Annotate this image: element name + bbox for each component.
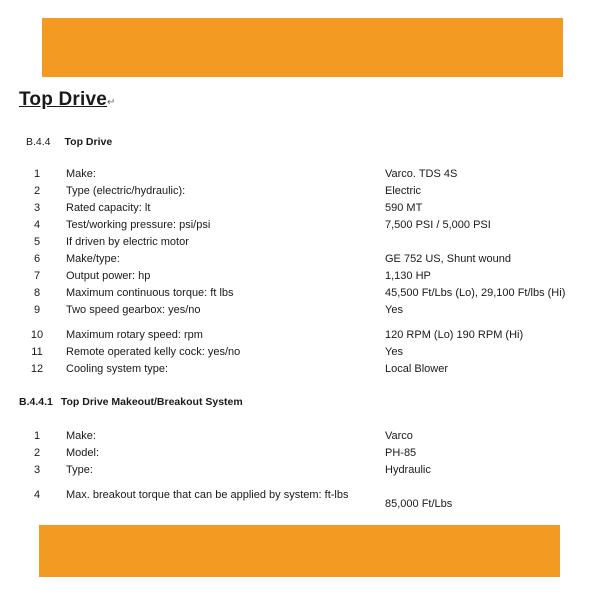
spec-row: 1 Make: Varco bbox=[33, 430, 413, 442]
spec-row: 9 Two speed gearbox: yes/no Yes bbox=[33, 304, 403, 316]
page-title: Top Drive bbox=[19, 89, 108, 110]
spec-row: 2 Model: PH-85 bbox=[33, 447, 417, 459]
orange-footer-bar bbox=[39, 525, 560, 577]
spec-row: 4 Max. breakout torque that can be applied by system: ft-lbs 85,000 Ft/Lbs bbox=[33, 489, 453, 510]
spec-row: 8 Maximum continuous torque: ft lbs 45,500 Ft/Lbs (Lo), 29,100 Ft/lbs (Hi) bbox=[33, 287, 566, 299]
section-heading-top-drive bbox=[26, 136, 112, 148]
spec-row: 1 Make: Varco. TDS 4S bbox=[33, 168, 458, 180]
spec-row: 10 Maximum rotary speed: rpm 120 RPM (Lo) 190 RPM (Hi) bbox=[30, 329, 524, 341]
spec-row: 3 Type: Hydraulic bbox=[33, 464, 431, 476]
spec-row: 4 Test/working pressure: psi/psi 7,500 PSI / 5,000 PSI bbox=[33, 219, 491, 231]
section-heading-makeout-breakout bbox=[19, 396, 243, 408]
paragraph-mark-icon: ↵ bbox=[107, 97, 116, 108]
spec-row: 7 Output power: hp 1,130 HP bbox=[33, 270, 431, 282]
section-title: Top Drive bbox=[64, 136, 113, 148]
spec-row: 12 Cooling system type: Local Blower bbox=[30, 363, 448, 375]
orange-header-bar bbox=[42, 18, 563, 77]
spec-row: 2 Type (electric/hydraulic): Electric bbox=[33, 185, 422, 197]
section-title: Top Drive Makeout/Breakout System bbox=[60, 396, 243, 408]
spec-row: 6 Make/type: GE 752 US, Shunt wound bbox=[33, 253, 511, 265]
section-number: B.4.4.1 bbox=[19, 396, 53, 408]
spec-row: 3 Rated capacity: lt 590 MT bbox=[33, 202, 423, 214]
spec-row: 5 If driven by electric motor bbox=[33, 236, 189, 248]
section-number: B.4.4 bbox=[26, 136, 51, 148]
spec-row: 11 Remote operated kelly cock: yes/no Yes bbox=[31, 346, 403, 358]
